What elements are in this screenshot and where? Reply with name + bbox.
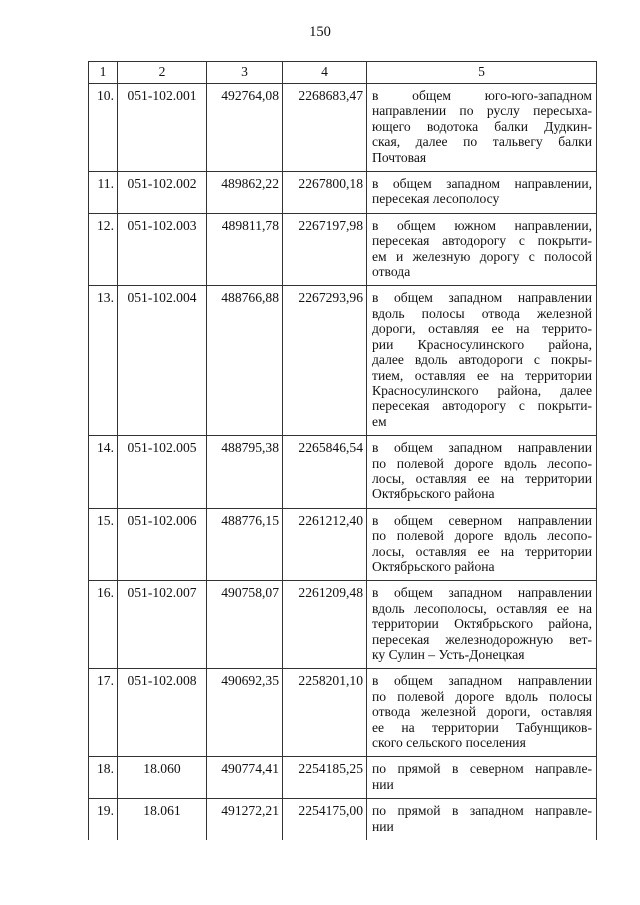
description-line: лосы, оставляя ее на территории: [372, 543, 592, 559]
coordinate-x: 490758,07: [207, 581, 283, 669]
boundary-description: [367, 757, 597, 799]
header-col-2: 2: [118, 62, 207, 84]
coordinate-y: 2254185,25: [283, 757, 367, 799]
coordinate-y: 2267197,98: [283, 213, 367, 286]
description-line: ем: [372, 413, 387, 429]
table-row: [89, 508, 597, 581]
table-row: [89, 757, 597, 799]
coordinate-x: 489811,78: [207, 213, 283, 286]
row-number: 14.: [89, 436, 118, 509]
description-line: территории Октябрьского района,: [372, 616, 592, 632]
description-line: ку Сулин – Усть-Донецкая: [372, 647, 525, 662]
point-code: 051-102.002: [118, 172, 207, 214]
boundary-description: [367, 799, 597, 840]
row-number: 12.: [89, 213, 118, 286]
description-line: ее на территории Табунщиков-: [372, 719, 592, 735]
row-number: 17.: [89, 669, 118, 757]
description-line: в общем южном направлении,: [372, 217, 592, 233]
description-line: ющего водотока балки Дудкин-: [372, 118, 592, 134]
description-line: Октябрьского района: [372, 558, 495, 574]
boundary-description: [367, 172, 597, 214]
point-code: 051-102.004: [118, 286, 207, 436]
boundary-description: [367, 669, 597, 757]
description-line: по прямой в северном направле-: [372, 761, 592, 777]
description-line: отвода железной дороги, оставляя: [372, 704, 592, 720]
row-number: 19.: [89, 799, 118, 840]
coordinate-x: 488766,88: [207, 286, 283, 436]
description-line: направлении по руслу пересыха-: [372, 103, 592, 119]
description-line: вдоль полосы отвода железной: [372, 305, 592, 321]
description-line: Красносулинского района, далее: [372, 382, 592, 398]
boundary-description: [367, 286, 597, 436]
description-line: далее вдоль автодороги с покры-: [372, 352, 592, 368]
table-header: [89, 62, 597, 84]
description-line: по полевой дороге вдоль лесопо-: [372, 528, 592, 544]
row-number: 16.: [89, 581, 118, 669]
point-code: 051-102.005: [118, 436, 207, 509]
coordinate-y: 2267293,96: [283, 286, 367, 436]
description-line: в общем западном направлении: [372, 290, 592, 306]
description-line: ская, далее по тальвегу балки: [372, 134, 592, 150]
boundary-description: [367, 213, 597, 286]
row-number: 10.: [89, 84, 118, 172]
description-line: пересекая лесополосу: [372, 191, 500, 207]
coordinate-y: 2261209,48: [283, 581, 367, 669]
row-number: 11.: [89, 172, 118, 214]
row-number: 13.: [89, 286, 118, 436]
description-line: лосы, оставляя ее на территории: [372, 470, 592, 486]
coordinate-y: 2254175,00: [283, 799, 367, 840]
table-body: [89, 84, 597, 841]
table-row: [89, 84, 597, 172]
boundary-description: [367, 508, 597, 581]
header-col-1: 1: [89, 62, 118, 84]
row-number: 15.: [89, 508, 118, 581]
point-code: 051-102.008: [118, 669, 207, 757]
coordinates-table: [88, 61, 597, 840]
description-line: вдоль лесополосы, оставляя ее на: [372, 600, 592, 616]
header-col-4: 4: [283, 62, 367, 84]
point-code: 051-102.007: [118, 581, 207, 669]
coordinate-y: 2267800,18: [283, 172, 367, 214]
coordinate-x: 492764,08: [207, 84, 283, 172]
header-col-5: 5: [367, 62, 597, 84]
description-line: по полевой дороге вдоль лесопо-: [372, 455, 592, 471]
description-line: нии: [372, 776, 394, 792]
coordinate-x: 490774,41: [207, 757, 283, 799]
coordinate-x: 491272,21: [207, 799, 283, 840]
description-line: ем и железную дорогу с полосой: [372, 248, 592, 264]
page-number: 150: [309, 24, 331, 40]
description-line: пересекая железнодорожную вет-: [372, 631, 592, 647]
coordinate-x: 489862,22: [207, 172, 283, 214]
header-col-3: 3: [207, 62, 283, 84]
table-row: [89, 669, 597, 757]
description-line: ского сельского поселения: [372, 735, 526, 751]
point-code: 051-102.003: [118, 213, 207, 286]
description-line: по полевой дороге вдоль полосы: [372, 688, 592, 704]
table-row: [89, 213, 597, 286]
coordinate-x: 488795,38: [207, 436, 283, 509]
coordinate-y: 2268683,47: [283, 84, 367, 172]
row-number: 18.: [89, 757, 118, 799]
description-line: тием, оставляя ее на территории: [372, 367, 592, 383]
description-line: пересекая автодорогу с покрыти-: [372, 233, 592, 249]
description-line: в общем юго-юго-западном: [372, 88, 592, 103]
boundary-description: [367, 84, 597, 172]
point-code: 18.060: [118, 757, 207, 799]
description-line: Октябрьского района: [372, 486, 495, 502]
table-row: [89, 581, 597, 669]
coordinate-y: 2258201,10: [283, 669, 367, 757]
description-line: в общем западном направлении,: [372, 176, 592, 192]
description-line: в общем западном направлении: [372, 585, 592, 601]
description-line: рии Красносулинского района,: [372, 336, 592, 352]
header-row: [89, 62, 597, 84]
description-line: отвода: [372, 264, 411, 280]
description-line: по прямой в западном направле-: [372, 803, 592, 819]
coordinate-x: 488776,15: [207, 508, 283, 581]
coordinate-y: 2265846,54: [283, 436, 367, 509]
description-line: Почтовая: [372, 149, 427, 165]
coordinate-x: 490692,35: [207, 669, 283, 757]
table-row: [89, 799, 597, 840]
boundary-description: [367, 581, 597, 669]
boundary-description: [367, 436, 597, 509]
description-line: нии: [372, 818, 394, 834]
description-line: дороги, оставляя ее на террито-: [372, 321, 592, 337]
description-line: в общем северном направлении: [372, 512, 592, 528]
coordinate-y: 2261212,40: [283, 508, 367, 581]
point-code: 18.061: [118, 799, 207, 840]
description-line: в общем западном направлении: [372, 440, 592, 456]
table-row: [89, 286, 597, 436]
table-row: [89, 436, 597, 509]
point-code: 051-102.001: [118, 84, 207, 172]
description-line: пересекая автодорогу с покрыти-: [372, 398, 592, 414]
description-line: в общем западном направлении: [372, 673, 592, 689]
point-code: 051-102.006: [118, 508, 207, 581]
table-row: [89, 172, 597, 214]
